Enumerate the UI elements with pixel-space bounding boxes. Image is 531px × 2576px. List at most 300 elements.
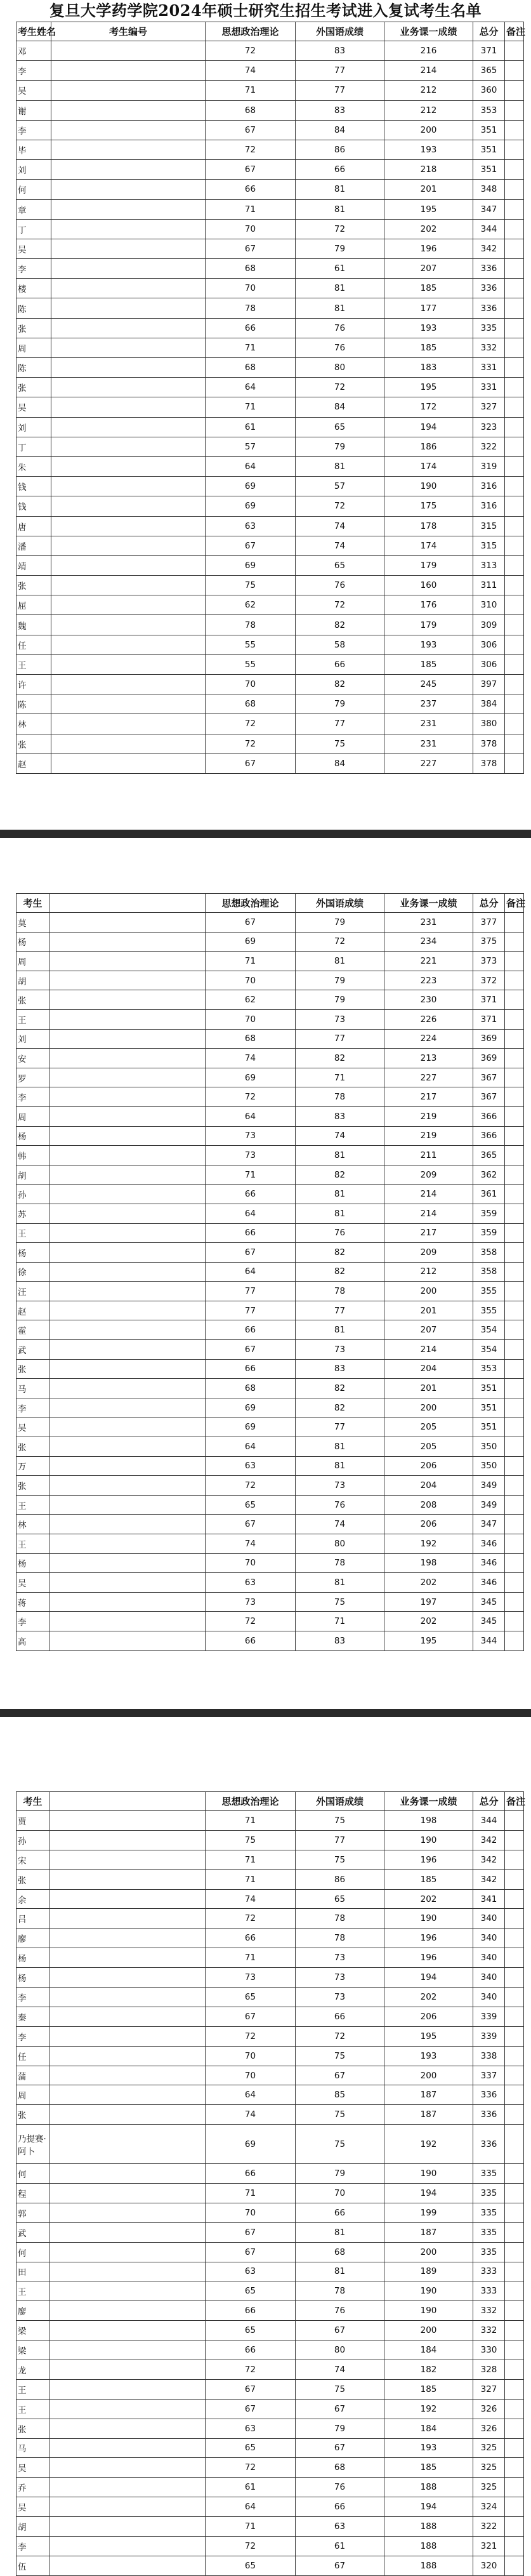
cell-politics: 66 <box>206 1223 296 1243</box>
header-note: 备注 <box>505 22 524 41</box>
cell-note <box>505 180 524 199</box>
cell-total: 360 <box>473 81 505 100</box>
cell-name: 蒲 <box>16 2066 49 2085</box>
cell-note <box>505 2007 524 2026</box>
cell-politics: 73 <box>206 1126 296 1146</box>
cell-total: 310 <box>473 595 505 615</box>
cell-politics: 69 <box>206 2125 296 2164</box>
cell-name: 林 <box>16 1515 49 1534</box>
cell-name: 陈 <box>16 694 51 714</box>
cell-total: 327 <box>473 397 505 417</box>
cell-pro1: 190 <box>384 477 473 496</box>
cell-note <box>505 2262 524 2281</box>
cell-politics: 71 <box>206 1811 296 1831</box>
cell-politics: 65 <box>206 1988 296 2007</box>
cell-total: 354 <box>473 1320 505 1340</box>
cell-pro1: 194 <box>384 1968 473 1988</box>
cell-name: 李 <box>16 1087 49 1107</box>
cell-total: 358 <box>473 1243 505 1263</box>
cell-name: 丁 <box>16 219 51 239</box>
cell-total: 346 <box>473 1534 505 1554</box>
cell-english: 82 <box>296 1379 384 1398</box>
cell-english: 58 <box>296 635 384 654</box>
cell-name: 李 <box>16 1612 49 1631</box>
cell-id <box>49 1398 206 1417</box>
cell-total: 338 <box>473 2046 505 2066</box>
cell-politics: 63 <box>206 2262 296 2281</box>
cell-note <box>505 1340 524 1360</box>
cell-id <box>49 1929 206 1948</box>
table-row <box>16 397 524 417</box>
table-row <box>16 2321 524 2340</box>
cell-id <box>49 2183 206 2203</box>
cell-english: 81 <box>296 180 384 199</box>
cell-pro1: 194 <box>384 417 473 437</box>
cell-total: 371 <box>473 990 505 1010</box>
cell-pro1: 212 <box>384 100 473 120</box>
cell-id <box>49 1515 206 1534</box>
cell-name: 王 <box>16 654 51 674</box>
table-row <box>16 1553 524 1573</box>
cell-note <box>505 1476 524 1496</box>
cell-id <box>51 635 206 654</box>
cell-name: 李 <box>16 2026 49 2046</box>
cell-total: 339 <box>473 2007 505 2026</box>
cell-english: 75 <box>296 1811 384 1831</box>
cell-note <box>505 318 524 338</box>
cell-id <box>49 1106 206 1126</box>
cell-pro1: 195 <box>384 378 473 397</box>
cell-politics: 72 <box>206 140 296 159</box>
cell-politics: 73 <box>206 1146 296 1165</box>
table-row <box>16 754 524 773</box>
header-politics: 思想政治理论 <box>206 894 296 913</box>
table-row <box>16 576 524 595</box>
cell-english: 83 <box>296 41 384 61</box>
table-row <box>16 932 524 952</box>
cell-total: 331 <box>473 358 505 378</box>
cell-politics: 66 <box>206 1929 296 1948</box>
cell-politics: 72 <box>206 1476 296 1496</box>
cell-total: 369 <box>473 1029 505 1049</box>
cell-politics: 77 <box>206 1301 296 1320</box>
cell-politics: 62 <box>206 990 296 1010</box>
cell-pro1: 209 <box>384 1165 473 1185</box>
cell-note <box>505 2222 524 2242</box>
header-politics: 思想政治理论 <box>206 1792 296 1811</box>
cell-note <box>505 2379 524 2399</box>
cell-total: 333 <box>473 2262 505 2281</box>
cell-english: 81 <box>296 279 384 298</box>
cell-id <box>49 2125 206 2164</box>
cell-note <box>505 219 524 239</box>
cell-name: 孙 <box>16 1185 49 1204</box>
cell-politics: 69 <box>206 1398 296 1417</box>
cell-name: 唐 <box>16 516 51 536</box>
header-total: 总分 <box>473 894 505 913</box>
cell-english: 81 <box>296 1456 384 1476</box>
cell-english: 70 <box>296 2183 384 2203</box>
cell-pro1: 204 <box>384 1359 473 1379</box>
table-row <box>16 437 524 456</box>
cell-total: 342 <box>473 1869 505 1889</box>
cell-note <box>505 417 524 437</box>
cell-note <box>505 2556 524 2575</box>
cell-total: 355 <box>473 1282 505 1301</box>
cell-pro1: 198 <box>384 1811 473 1831</box>
cell-pro1: 190 <box>384 2281 473 2301</box>
table-row <box>16 2458 524 2478</box>
table-row <box>16 120 524 140</box>
cell-politics: 74 <box>206 1049 296 1068</box>
cell-note <box>505 1320 524 1340</box>
cell-note <box>505 2105 524 2125</box>
cell-pro1: 188 <box>384 2556 473 2575</box>
cell-politics: 68 <box>206 358 296 378</box>
cell-note <box>505 1553 524 1573</box>
cell-pro1: 178 <box>384 516 473 536</box>
cell-name: 田 <box>16 2262 49 2281</box>
cell-id <box>51 41 206 61</box>
cell-name: 杨 <box>16 932 49 952</box>
cell-id <box>51 140 206 159</box>
cell-note <box>505 1359 524 1379</box>
cell-name: 毕 <box>16 140 51 159</box>
cell-english: 74 <box>296 1126 384 1146</box>
cell-total: 340 <box>473 1948 505 1968</box>
table-row <box>16 417 524 437</box>
cell-pro1: 187 <box>384 2085 473 2105</box>
cell-politics: 67 <box>206 120 296 140</box>
cell-politics: 74 <box>206 1889 296 1909</box>
header-name: 考生 <box>16 1792 49 1811</box>
cell-politics: 72 <box>206 734 296 754</box>
cell-id <box>49 2281 206 2301</box>
cell-pro1: 230 <box>384 990 473 1010</box>
cell-pro1: 187 <box>384 2222 473 2242</box>
table-row <box>16 1476 524 1496</box>
cell-pro1: 202 <box>384 1889 473 1909</box>
table-row <box>16 1534 524 1554</box>
cell-note <box>505 199 524 219</box>
cell-note <box>505 358 524 378</box>
cell-id <box>51 437 206 456</box>
cell-id <box>51 397 206 417</box>
cell-name: 谢 <box>16 100 51 120</box>
cell-politics: 71 <box>206 1869 296 1889</box>
header-note: 备注 <box>505 1792 524 1811</box>
cell-id <box>49 1320 206 1340</box>
cell-english: 75 <box>296 1850 384 1869</box>
cell-note <box>505 41 524 61</box>
cell-id <box>51 675 206 694</box>
cell-name: 何 <box>16 2164 49 2184</box>
cell-politics: 75 <box>206 1830 296 1850</box>
cell-english: 80 <box>296 358 384 378</box>
cell-name: 张 <box>16 1359 49 1379</box>
table-row <box>16 1398 524 1417</box>
cell-note <box>505 496 524 516</box>
cell-note <box>505 1379 524 1398</box>
table-body-page-3 <box>16 1811 524 2576</box>
cell-politics: 65 <box>206 1495 296 1515</box>
table-row <box>16 1126 524 1146</box>
cell-total: 340 <box>473 1968 505 1988</box>
table-row <box>16 1592 524 1612</box>
cell-politics: 73 <box>206 1968 296 1988</box>
table-row <box>16 654 524 674</box>
cell-total: 349 <box>473 1476 505 1496</box>
header-name: 考生 <box>16 894 49 913</box>
cell-total: 350 <box>473 1437 505 1457</box>
cell-note <box>505 754 524 773</box>
cell-total: 323 <box>473 417 505 437</box>
table-row <box>16 2183 524 2203</box>
cell-id <box>49 1889 206 1909</box>
cell-english: 84 <box>296 754 384 773</box>
cell-total: 335 <box>473 2183 505 2203</box>
cell-id <box>49 1185 206 1204</box>
cell-politics: 69 <box>206 555 296 575</box>
cell-total: 327 <box>473 2379 505 2399</box>
page-separator-2 <box>0 1709 531 1717</box>
cell-pro1: 217 <box>384 1223 473 1243</box>
cell-id <box>49 2203 206 2222</box>
cell-name: 任 <box>16 2046 49 2066</box>
table-row <box>16 100 524 120</box>
table-row <box>16 1029 524 1049</box>
cell-politics: 55 <box>206 654 296 674</box>
cell-pro1: 185 <box>384 654 473 674</box>
cell-id <box>49 1850 206 1869</box>
cell-english: 78 <box>296 1553 384 1573</box>
table-row <box>16 2026 524 2046</box>
cell-total: 321 <box>473 2536 505 2556</box>
cell-pro1: 200 <box>384 1282 473 1301</box>
cell-id <box>51 279 206 298</box>
cell-english: 84 <box>296 120 384 140</box>
table-body-page-2 <box>16 913 524 1651</box>
cell-note <box>505 2340 524 2360</box>
cell-note <box>505 1573 524 1593</box>
cell-name: 杨 <box>16 1243 49 1263</box>
cell-id <box>49 2497 206 2517</box>
cell-id <box>51 714 206 734</box>
cell-pro1: 193 <box>384 2438 473 2458</box>
cell-english: 73 <box>296 1988 384 2007</box>
header-total: 总分 <box>473 1792 505 1811</box>
cell-total: 330 <box>473 2340 505 2360</box>
cell-total: 351 <box>473 120 505 140</box>
cell-id <box>51 536 206 555</box>
cell-note <box>505 2399 524 2419</box>
table-row <box>16 219 524 239</box>
table-row <box>16 81 524 100</box>
table-row <box>16 2105 524 2125</box>
cell-english: 77 <box>296 1830 384 1850</box>
cell-id <box>49 1476 206 1496</box>
table-row <box>16 180 524 199</box>
table-row <box>16 2085 524 2105</box>
cell-politics: 65 <box>206 2321 296 2340</box>
cell-total: 384 <box>473 694 505 714</box>
table-row <box>16 279 524 298</box>
cell-politics: 70 <box>206 971 296 990</box>
cell-note <box>505 477 524 496</box>
cell-total: 351 <box>473 160 505 180</box>
cell-english: 82 <box>296 1165 384 1185</box>
header-id <box>49 894 206 913</box>
table-row <box>16 1146 524 1165</box>
cell-name: 武 <box>16 2222 49 2242</box>
cell-name: 廖 <box>16 1929 49 1948</box>
cell-id <box>49 2340 206 2360</box>
cell-pro1: 160 <box>384 576 473 595</box>
cell-english: 82 <box>296 675 384 694</box>
cell-note <box>505 990 524 1010</box>
cell-note <box>505 2046 524 2066</box>
table-row <box>16 1909 524 1929</box>
cell-total: 366 <box>473 1126 505 1146</box>
cell-politics: 72 <box>206 2360 296 2379</box>
table-row <box>16 1515 524 1534</box>
table-row <box>16 694 524 714</box>
cell-id <box>49 1379 206 1398</box>
header-id <box>49 1792 206 1811</box>
cell-english: 73 <box>296 1968 384 1988</box>
cell-id <box>51 754 206 773</box>
cell-name: 张 <box>16 378 51 397</box>
cell-name: 乃提赛·阿卜 <box>16 2125 49 2164</box>
cell-politics: 61 <box>206 417 296 437</box>
cell-note <box>505 1437 524 1457</box>
cell-english: 81 <box>296 1185 384 1204</box>
cell-id <box>49 2007 206 2026</box>
cell-english: 65 <box>296 1889 384 1909</box>
cell-total: 347 <box>473 1515 505 1534</box>
cell-politics: 68 <box>206 259 296 279</box>
cell-total: 341 <box>473 1889 505 1909</box>
cell-name: 潘 <box>16 536 51 555</box>
cell-politics: 69 <box>206 1068 296 1087</box>
cell-total: 335 <box>473 2222 505 2242</box>
cell-politics: 70 <box>206 2203 296 2222</box>
cell-politics: 64 <box>206 456 296 476</box>
cell-english: 76 <box>296 576 384 595</box>
cell-politics: 72 <box>206 2536 296 2556</box>
cell-note <box>505 120 524 140</box>
cell-pro1: 214 <box>384 1204 473 1223</box>
table-row <box>16 2419 524 2438</box>
cell-id <box>51 555 206 575</box>
cell-id <box>49 952 206 971</box>
cell-total: 346 <box>473 1573 505 1593</box>
cell-id <box>49 2066 206 2085</box>
header-english: 外国语成绩 <box>296 894 384 913</box>
cell-note <box>505 81 524 100</box>
cell-name: 钱 <box>16 496 51 516</box>
table-row <box>16 714 524 734</box>
cell-politics: 70 <box>206 1009 296 1029</box>
cell-english: 77 <box>296 1029 384 1049</box>
cell-english: 83 <box>296 1106 384 1126</box>
cell-total: 351 <box>473 1417 505 1437</box>
cell-total: 351 <box>473 1398 505 1417</box>
cell-pro1: 217 <box>384 1087 473 1107</box>
cell-pro1: 202 <box>384 1612 473 1631</box>
cell-politics: 69 <box>206 496 296 516</box>
table-row <box>16 140 524 159</box>
header-english: 外国语成绩 <box>296 1792 384 1811</box>
cell-note <box>505 1889 524 1909</box>
cell-id <box>51 576 206 595</box>
cell-total: 336 <box>473 2085 505 2105</box>
cell-pro1: 213 <box>384 1049 473 1068</box>
table-row <box>16 1185 524 1204</box>
cell-politics: 68 <box>206 1029 296 1049</box>
cell-english: 79 <box>296 990 384 1010</box>
cell-pro1: 226 <box>384 1009 473 1029</box>
cell-pro1: 201 <box>384 180 473 199</box>
cell-pro1: 196 <box>384 239 473 258</box>
cell-id <box>51 654 206 674</box>
cell-id <box>49 2164 206 2184</box>
cell-id <box>49 1811 206 1831</box>
cell-english: 65 <box>296 555 384 575</box>
table-row <box>16 1988 524 2007</box>
table-row <box>16 516 524 536</box>
cell-pro1: 195 <box>384 1631 473 1650</box>
cell-total: 365 <box>473 61 505 81</box>
cell-politics: 71 <box>206 199 296 219</box>
table-row <box>16 2281 524 2301</box>
cell-politics: 72 <box>206 714 296 734</box>
cell-pro1: 227 <box>384 754 473 773</box>
table-row <box>16 913 524 933</box>
cell-name: 龙 <box>16 2360 49 2379</box>
table-row <box>16 1948 524 1968</box>
cell-pro1: 185 <box>384 1869 473 1889</box>
cell-politics: 66 <box>206 180 296 199</box>
table-row <box>16 1456 524 1476</box>
cell-name: 蒋 <box>16 1592 49 1612</box>
cell-name: 韩 <box>16 1146 49 1165</box>
cell-total: 324 <box>473 2497 505 2517</box>
cell-total: 320 <box>473 2556 505 2575</box>
cell-politics: 64 <box>206 1262 296 1282</box>
cell-name: 张 <box>16 1476 49 1496</box>
cell-english: 82 <box>296 1049 384 1068</box>
cell-name: 孙 <box>16 1830 49 1850</box>
table-row <box>16 298 524 318</box>
cell-politics: 67 <box>206 536 296 555</box>
table-row <box>16 2340 524 2360</box>
cell-total: 315 <box>473 536 505 555</box>
cell-id <box>49 1553 206 1573</box>
cell-id <box>49 1869 206 1889</box>
cell-politics: 65 <box>206 2556 296 2575</box>
table-row <box>16 1573 524 1593</box>
cell-politics: 72 <box>206 2458 296 2478</box>
cell-english: 65 <box>296 417 384 437</box>
cell-total: 342 <box>473 1850 505 1869</box>
cell-english: 83 <box>296 1631 384 1650</box>
cell-english: 81 <box>296 1437 384 1457</box>
cell-name: 胡 <box>16 971 49 990</box>
table-row <box>16 1049 524 1068</box>
cell-politics: 70 <box>206 675 296 694</box>
cell-english: 79 <box>296 694 384 714</box>
